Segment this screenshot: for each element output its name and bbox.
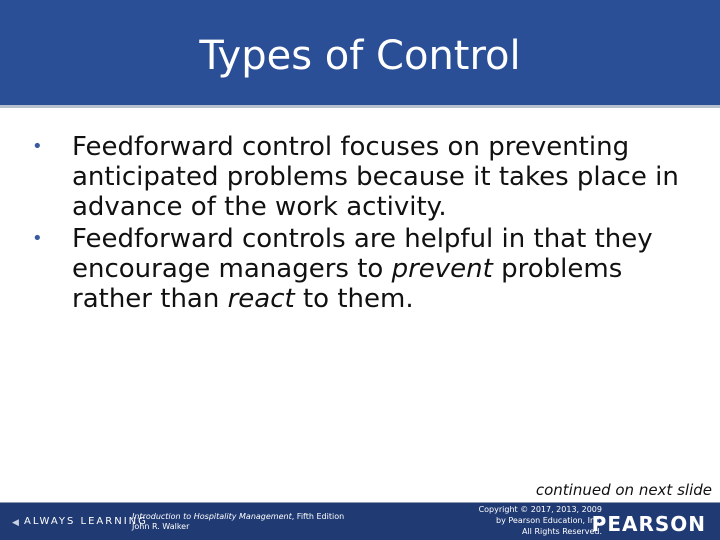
bullet-text [72,224,653,314]
bullet-item [30,132,690,222]
bullet-item [30,224,690,314]
bullet-text-middle: problems rather than [72,254,623,314]
slide-title: Types of Control [199,33,521,79]
book-credit [132,512,344,532]
copyright-line-3: All Rights Reserved. [521,527,602,536]
publisher-logo: PEARSON [591,512,706,536]
copyright-line-2: by Pearson Education, Inc. [496,516,602,525]
title-bar [0,0,720,108]
book-edition: , Fifth Edition [291,512,345,521]
copyright [479,504,602,537]
bullet-marker: • [32,136,43,157]
bullet-text-after: to them. [294,284,414,314]
author: John R. Walker [132,522,190,531]
emphasis-react: react [227,284,295,314]
book-title: Introduction to Hospitality Management [132,512,292,521]
bullet-text-before: Feedforward controls are helpful in that they encourage managers to [72,224,653,284]
bullet-marker: • [32,228,43,249]
brand-arrow-icon: ◀ [12,518,19,528]
bullet-text: Feedforward control focuses on preventing anticipated problems because it takes place in advance of the work activity. [72,132,679,222]
continued-label: continued on next slide [535,481,712,499]
copyright-line-1: Copyright © 2017, 2013, 2009 [478,505,602,514]
slide-content [30,132,690,316]
footer-bar [0,503,720,540]
brand-tagline: ALWAYS LEARNING [24,516,148,527]
emphasis-prevent: prevent [391,254,493,284]
